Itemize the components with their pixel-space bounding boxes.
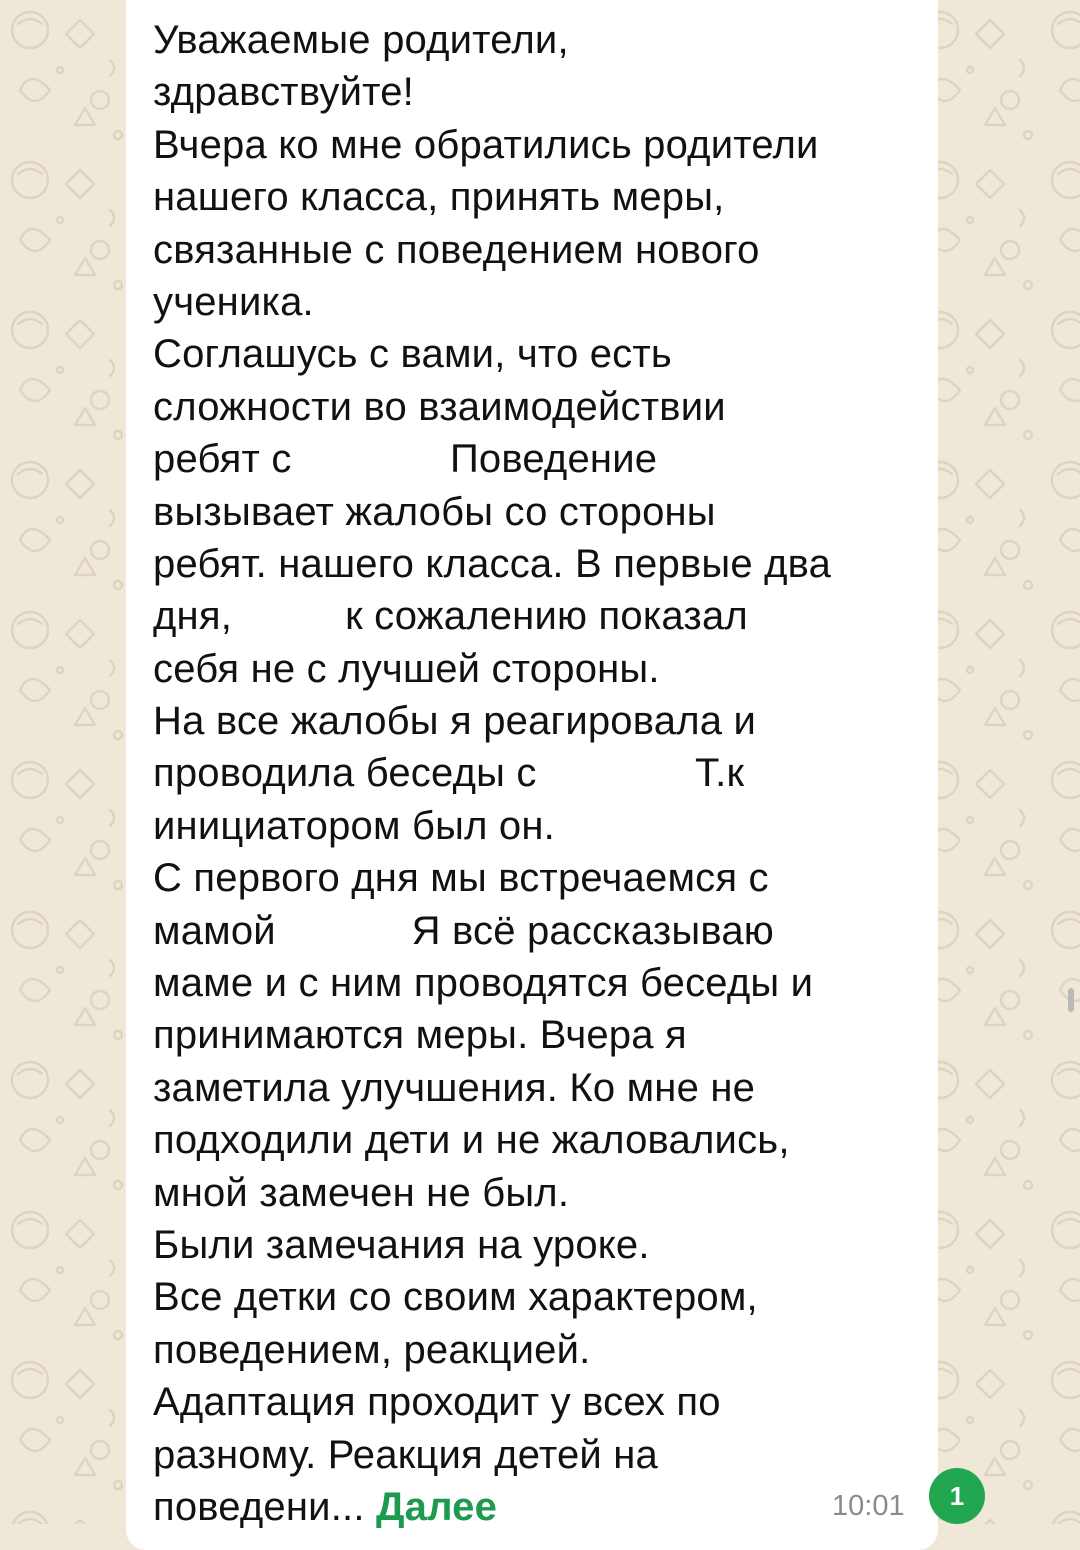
unread-count-badge[interactable]: 1 <box>929 1468 985 1524</box>
message-line: мной замечен не был. <box>153 1170 570 1215</box>
message-line: ребят. нашего класса. В первые два <box>153 541 832 586</box>
message-line: сложности во взаимодействии <box>153 384 726 429</box>
truncated-text: поведени... <box>153 1484 376 1529</box>
message-line: здравствуйте! <box>153 70 414 115</box>
message-line: проводила беседы с Т.к <box>153 751 745 796</box>
message-line: ребят с Поведение <box>153 437 658 482</box>
message-line: Все детки со своим характером, <box>153 1275 758 1320</box>
read-more-link[interactable]: Далее <box>375 1484 498 1529</box>
message-line: нашего класса, принять меры, <box>153 175 725 220</box>
message-line: поведением, реакцией. <box>153 1327 591 1372</box>
message-line: принимаются меры. Вчера я <box>153 1013 687 1058</box>
message-line: связанные с поведением нового <box>153 227 760 272</box>
message-text <box>153 14 913 1533</box>
message-line-last <box>153 1481 913 1533</box>
message-line: дня, к сожалению показал <box>153 594 748 639</box>
message-line: Соглашусь с вами, что есть <box>153 332 672 377</box>
message-line: ученика. <box>153 279 314 324</box>
message-line: маме и с ним проводятся беседы и <box>153 961 814 1006</box>
message-line: мамой Я всё рассказываю <box>153 908 774 953</box>
message-line: подходили дети и не жаловались, <box>153 1118 790 1163</box>
message-line: заметила улучшения. Ко мне не <box>153 1065 756 1110</box>
message-line: Уважаемые родители, <box>153 18 569 62</box>
message-line: Вчера ко мне обратились родители <box>153 122 819 167</box>
message-line: Адаптация проходит у всех по <box>153 1380 721 1425</box>
message-line: инициатором был он. <box>153 803 555 848</box>
message-line: разному. Реакция детей на <box>153 1432 658 1477</box>
scrollbar-thumb[interactable] <box>1068 988 1074 1012</box>
message-line: себя не с лучшей стороны. <box>153 646 660 691</box>
message-line: вызывает жалобы со стороны <box>153 489 716 534</box>
message-line: Были замечания на уроке. <box>153 1222 650 1267</box>
message-timestamp: 10:01 <box>832 1490 905 1522</box>
message-line: На все жалобы я реагировала и <box>153 699 757 744</box>
message-line: С первого дня мы встречаемся с <box>153 856 769 901</box>
